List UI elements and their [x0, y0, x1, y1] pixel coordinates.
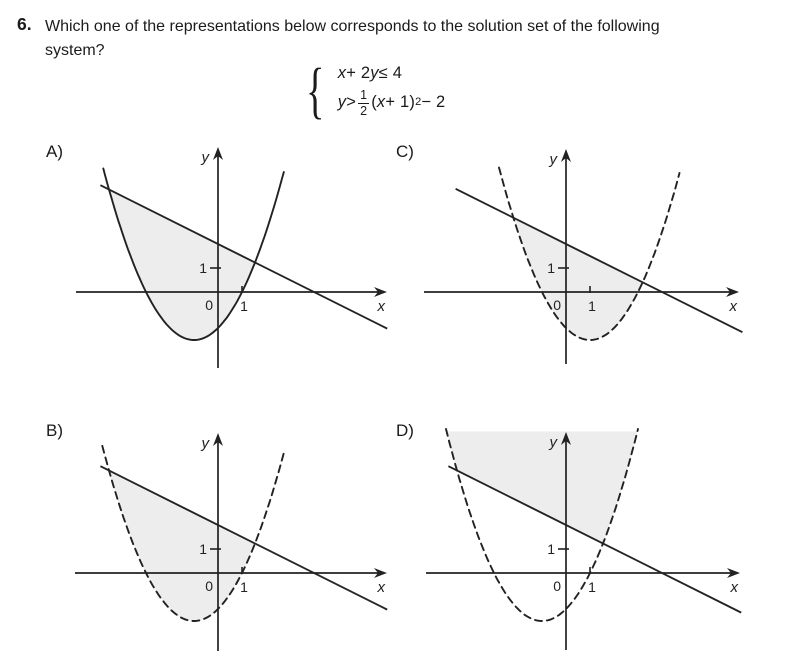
- y-axis-label: y: [549, 151, 557, 168]
- x-tick-label: 1: [240, 298, 248, 314]
- x-axis-label: x: [377, 298, 385, 315]
- shaded-region: [109, 471, 255, 622]
- inequality-2: y > $\frac{1}{2}$ ( x + 1) 2 − 2: [337, 88, 446, 118]
- y-axis-label: y: [201, 435, 209, 452]
- x-tick-label: 1: [588, 579, 596, 595]
- x-axis-label: x: [729, 298, 737, 315]
- origin-label: 0: [205, 297, 213, 313]
- graph-option-a: [56, 142, 396, 383]
- option-label-a: A): [46, 142, 63, 161]
- option-label-c: C): [396, 142, 414, 161]
- option-label-d: D): [396, 421, 414, 440]
- y-axis-label: y: [201, 149, 209, 166]
- question-number: 6.: [17, 14, 32, 34]
- origin-label: 0: [553, 578, 561, 594]
- question-text-line-2: system?: [45, 42, 105, 59]
- inequality-1: x + 2 y ≤ 4: [337, 63, 403, 82]
- option-label-b: B): [46, 421, 63, 440]
- x-tick-label: 1: [240, 579, 248, 595]
- shaded-region: [513, 218, 642, 340]
- y-tick-label: 1: [199, 541, 207, 557]
- system-rows: [338, 62, 446, 120]
- system-of-inequalities: [306, 57, 446, 125]
- fraction: $\frac{1}{2}$: [360, 88, 368, 118]
- x-axis-label: x: [377, 579, 385, 596]
- graph-option-b: [56, 424, 396, 666]
- origin-label: 0: [205, 578, 213, 594]
- question-text-line-1: Which one of the representations below corresponds to the solution set of the following: [45, 18, 660, 35]
- question-text: [45, 15, 660, 63]
- x-tick-label: 1: [588, 298, 596, 314]
- origin-label: 0: [553, 297, 561, 313]
- system-left-brace: {: [306, 57, 325, 125]
- graph-option-d: [406, 424, 747, 666]
- y-axis-label: y: [549, 434, 557, 451]
- x-axis-label: x: [730, 579, 738, 596]
- y-tick-label: 1: [547, 541, 555, 557]
- shaded-region: [109, 190, 255, 341]
- graph-option-c: [406, 142, 747, 383]
- y-tick-label: 1: [547, 260, 555, 276]
- y-tick-label: 1: [199, 260, 207, 276]
